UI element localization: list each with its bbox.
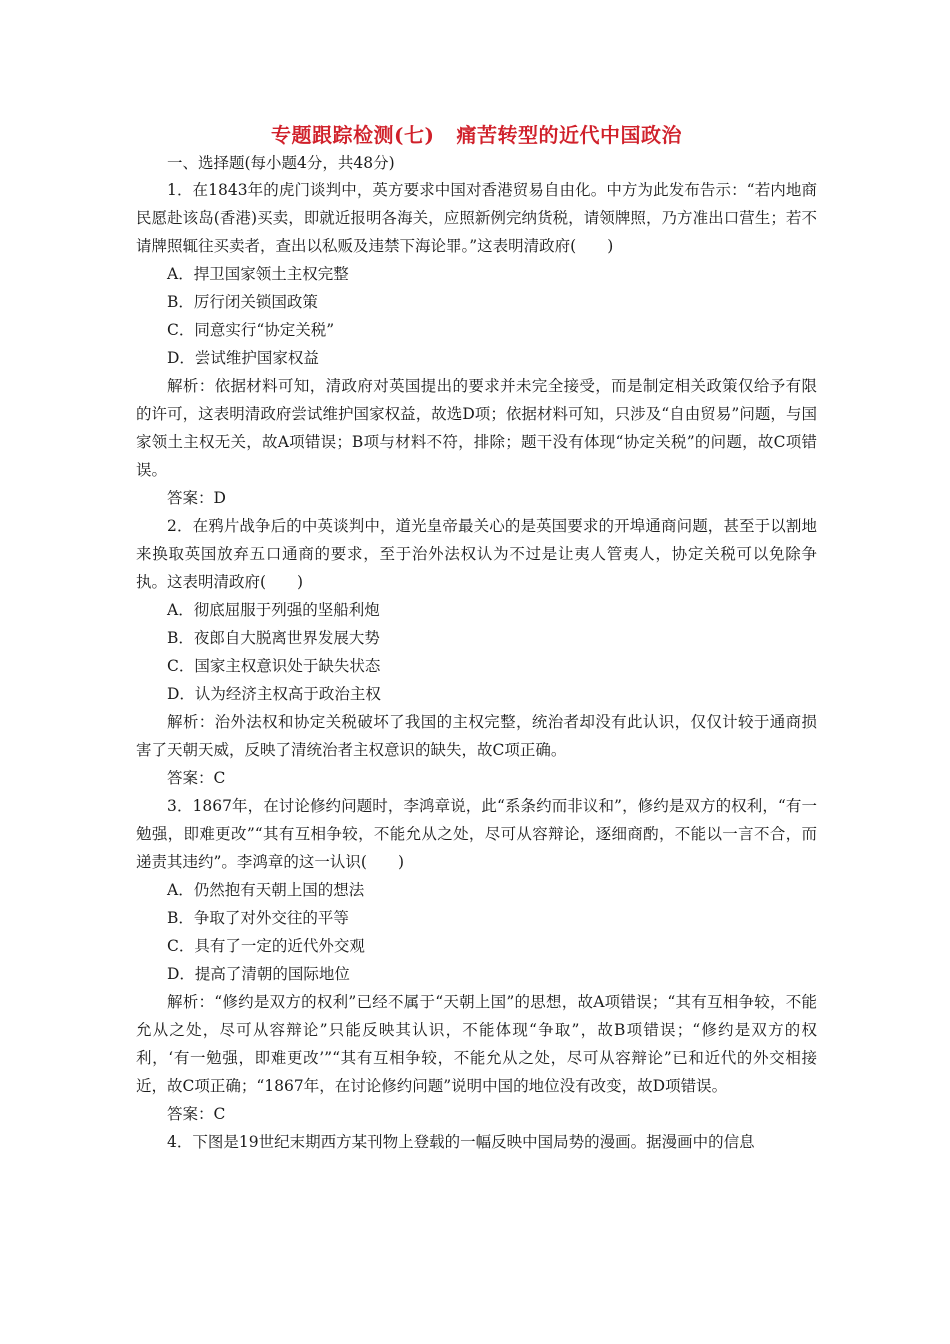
answer: 答案：C: [167, 769, 226, 787]
question-stem: 2．在鸦片战争后的中英谈判中，道光皇帝最关心的是英国要求的开埠通商问题，甚至于以割地来换取英国放弃五口通商的要求，至于治外法权认为不过是让夷人管夷人，协定关税可以免除争执。这表明清政府( ): [136, 517, 817, 591]
option-a: A．捍卫国家领土主权完整: [167, 265, 349, 283]
option-d: D．提高了清朝的国际地位: [167, 965, 350, 983]
option-c: C．具有了一定的近代外交观: [167, 937, 365, 955]
option-d: D．尝试维护国家权益: [167, 349, 319, 367]
question-stem: 3．1867年，在讨论修约问题时，李鸿章说，此“系条约而非议和”，修约是双方的权利，“有一勉强，即难更改”“其有互相争较，不能允从之处，尽可从容辩论，逐细商酌，不能以一言不合，而递责其违约”。李鸿章的这一认识( ): [136, 797, 817, 871]
option-c: C．国家主权意识处于缺失状态: [167, 657, 381, 675]
analysis: 解析：治外法权和协定关税破坏了我国的主权完整，统治者却没有此认识，仅仅计较于通商损害了天朝天威，反映了清统治者主权意识的缺失，故C项正确。: [136, 713, 817, 759]
answer: 答案：C: [167, 1105, 226, 1123]
title-right: 痛苦转型的近代中国政治: [456, 123, 682, 147]
question-stem: 1．在1843年的虎门谈判中，英方要求中国对香港贸易自由化。中方为此发布告示：“若内地商民愿赴该岛(香港)买卖，即就近报明各海关，应照新例完纳货税，请领牌照，乃方准出口营生；若不请牌照辄往买卖者，查出以私贩及违禁下海论罪。”这表明清政府( ): [136, 181, 817, 255]
answer: 答案：D: [167, 489, 226, 507]
question-4: [136, 1128, 817, 1156]
option-b: B．厉行闭关锁国政策: [167, 293, 318, 311]
page-title: [136, 120, 817, 150]
option-b: B．争取了对外交往的平等: [167, 909, 349, 927]
option-c: C．同意实行“协定关税”: [167, 321, 335, 339]
question-1: [136, 176, 817, 512]
question-3: [136, 792, 817, 1128]
section-heading: 一、选择题(每小题4分，共48分): [167, 154, 395, 172]
option-b: B．夜郎自大脱离世界发展大势: [167, 629, 380, 647]
question-2: [136, 512, 817, 792]
option-a: A．彻底屈服于列强的坚船利炮: [167, 601, 380, 619]
question-stem: 4．下图是19世纪末期西方某刊物上登载的一幅反映中国局势的漫画。据漫画中的信息: [167, 1133, 755, 1151]
option-d: D．认为经济主权高于政治主权: [167, 685, 381, 703]
analysis: 解析：依据材料可知，清政府对英国提出的要求并未完全接受，而是制定相关政策仅给予有限的许可，这表明清政府尝试维护国家权益，故选D项；依据材料可知，只涉及“自由贸易”问题，与国家领土主权无关，故A项错误；B项与材料不符，排除；题干没有体现“协定关税”的问题，故C项错误。: [136, 377, 817, 479]
analysis: 解析：“修约是双方的权利”已经不属于“天朝上国”的思想，故A项错误；“其有互相争较，不能允从之处，尽可从容辩论”只能反映其认识，不能体现“争取”，故B项错误；“修约是双方的权利，‘有一勉强，即难更改’”“其有互相争较，不能允从之处，尽可从容辩论”已和近代的外交相接近，故C项正确；“1867年，在讨论修约问题”说明中国的地位没有改变，故D项错误。: [136, 993, 817, 1095]
title-left: 专题跟踪检测(七): [271, 123, 435, 147]
option-a: A．仍然抱有天朝上国的想法: [167, 881, 365, 899]
